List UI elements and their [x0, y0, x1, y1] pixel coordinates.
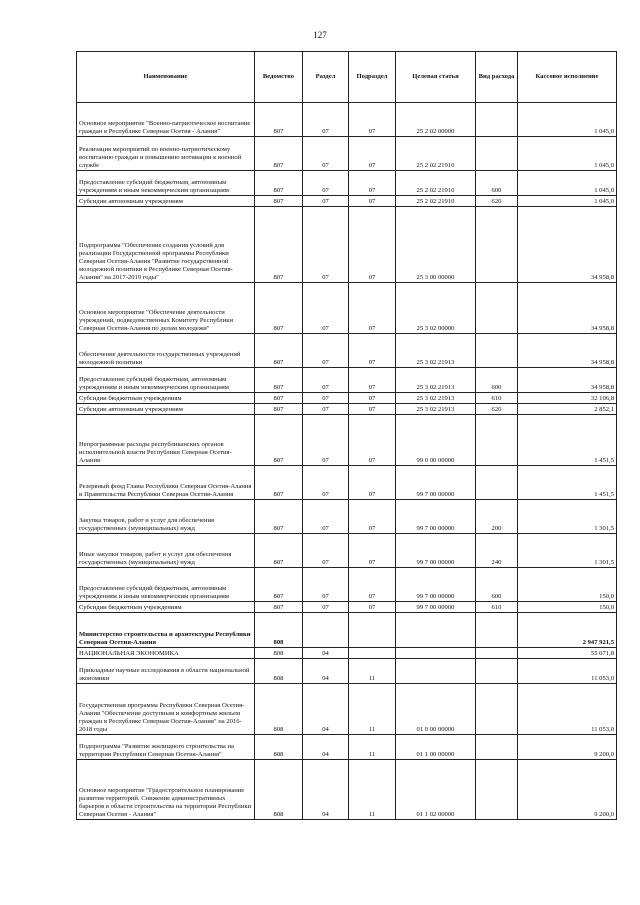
- row-section: 07: [303, 283, 349, 334]
- row-section: 07: [303, 404, 349, 415]
- row-section: 04: [303, 735, 349, 760]
- row-section: 07: [303, 196, 349, 207]
- row-amount: 9 200,0: [518, 760, 617, 820]
- row-name: Предоставление субсидий бюджетным, автономным учреждениям и иным некоммерческим организациям: [77, 368, 255, 393]
- table-row: [77, 283, 617, 334]
- table-row: [77, 568, 617, 602]
- row-name: Субсидии автономным учреждениям: [77, 404, 255, 415]
- row-name: Основное мероприятие "Военно-патриотическое воспитание граждан в Республике Северная Осетия - Алания": [77, 103, 255, 137]
- row-target: 25 2 02 21910: [396, 137, 476, 171]
- table-row: [77, 648, 617, 659]
- row-kind: 600: [476, 568, 518, 602]
- row-section: 04: [303, 760, 349, 820]
- row-name: Резервный фонд Главы Республики Северная Осетия-Алания и Правительства Республики Северная Осетия-Алания: [77, 466, 255, 500]
- row-subsection: 11: [349, 760, 396, 820]
- row-target: 01 1 02 00000: [396, 760, 476, 820]
- row-subsection: 07: [349, 171, 396, 196]
- row-amount: 9 200,0: [518, 735, 617, 760]
- row-amount: 32 106,8: [518, 393, 617, 404]
- row-target: 25 3 02 21913: [396, 368, 476, 393]
- header-name: Наименование: [77, 52, 255, 103]
- header-subsection: Подраздел: [349, 52, 396, 103]
- row-subsection: 11: [349, 735, 396, 760]
- row-name: Реализация мероприятий по военно-патриотическому воспитанию граждан и повышению мотивации к военной службе: [77, 137, 255, 171]
- row-amount: 1 045,0: [518, 103, 617, 137]
- row-target: 25 3 02 21913: [396, 334, 476, 368]
- row-name: Субсидии бюджетным учреждениям: [77, 602, 255, 613]
- row-kind: [476, 613, 518, 648]
- row-target: 25 2 02 21910: [396, 171, 476, 196]
- row-section: 07: [303, 171, 349, 196]
- row-subsection: 07: [349, 283, 396, 334]
- row-dept: 808: [255, 735, 303, 760]
- row-amount: 1 045,0: [518, 171, 617, 196]
- row-subsection: 07: [349, 534, 396, 568]
- row-subsection: 07: [349, 500, 396, 534]
- row-name: Обеспечение деятельности государственных учреждений молодежной политики: [77, 334, 255, 368]
- row-target: 99 7 00 00000: [396, 602, 476, 613]
- table-row: [77, 368, 617, 393]
- row-dept: 807: [255, 500, 303, 534]
- header-dept: Ведомство: [255, 52, 303, 103]
- row-dept: 807: [255, 103, 303, 137]
- row-amount: 2 947 921,5: [518, 613, 617, 648]
- row-amount: 1 045,0: [518, 137, 617, 171]
- row-target: 25 3 02 21913: [396, 404, 476, 415]
- table-row: [77, 207, 617, 283]
- row-kind: [476, 334, 518, 368]
- row-amount: 1 451,5: [518, 466, 617, 500]
- row-kind: [476, 659, 518, 684]
- table-row: [77, 613, 617, 648]
- table-row: [77, 393, 617, 404]
- row-amount: 1 045,0: [518, 196, 617, 207]
- row-name: Предоставление субсидий бюджетным, автономным учреждениям и иным некоммерческим организациям: [77, 171, 255, 196]
- row-subsection: 11: [349, 659, 396, 684]
- row-name: Прикладные научные исследования в области национальной экономики: [77, 659, 255, 684]
- row-section: 07: [303, 334, 349, 368]
- row-amount: 11 053,0: [518, 684, 617, 735]
- row-target: 25 2 02 21910: [396, 196, 476, 207]
- row-target: 25 2 02 00000: [396, 103, 476, 137]
- row-subsection: 07: [349, 368, 396, 393]
- table-row: [77, 735, 617, 760]
- row-section: 07: [303, 137, 349, 171]
- table-row: [77, 602, 617, 613]
- row-target: 99 7 00 00000: [396, 568, 476, 602]
- row-target: 01 0 00 00000: [396, 684, 476, 735]
- row-subsection: 07: [349, 334, 396, 368]
- row-amount: 1 451,5: [518, 415, 617, 466]
- row-kind: 240: [476, 534, 518, 568]
- row-section: 04: [303, 659, 349, 684]
- table-row: [77, 659, 617, 684]
- row-kind: [476, 207, 518, 283]
- row-subsection: 07: [349, 602, 396, 613]
- table-row: [77, 137, 617, 171]
- row-dept: 807: [255, 534, 303, 568]
- row-amount: 55 071,8: [518, 648, 617, 659]
- row-dept: 807: [255, 283, 303, 334]
- row-name: Предоставление субсидий бюджетным, автономным учреждениям и иным некоммерческим организациям: [77, 568, 255, 602]
- table-row: [77, 404, 617, 415]
- row-section: 07: [303, 103, 349, 137]
- table-row: [77, 684, 617, 735]
- row-dept: 808: [255, 659, 303, 684]
- row-kind: 620: [476, 196, 518, 207]
- row-subsection: 07: [349, 137, 396, 171]
- table-row: [77, 415, 617, 466]
- row-target: [396, 648, 476, 659]
- row-kind: 610: [476, 393, 518, 404]
- row-name: Подпрограмма "Обеспечение создания условий для реализации Государственной программы Республики Северная Осетия-Алания "Развитие государственной молодежной политики в Республике Северная Осетия-Алания" на 2017-2019 годы": [77, 207, 255, 283]
- row-amount: 150,0: [518, 602, 617, 613]
- row-amount: 34 958,8: [518, 207, 617, 283]
- row-section: 07: [303, 602, 349, 613]
- row-amount: 1 301,5: [518, 500, 617, 534]
- row-dept: 808: [255, 613, 303, 648]
- row-amount: 34 958,8: [518, 334, 617, 368]
- row-subsection: 07: [349, 415, 396, 466]
- row-kind: 620: [476, 404, 518, 415]
- table-row: [77, 466, 617, 500]
- row-kind: [476, 684, 518, 735]
- row-section: 07: [303, 368, 349, 393]
- row-target: 01 1 00 00000: [396, 735, 476, 760]
- row-section: 07: [303, 415, 349, 466]
- row-kind: [476, 735, 518, 760]
- row-subsection: 07: [349, 103, 396, 137]
- row-subsection: [349, 613, 396, 648]
- row-amount: 1 301,5: [518, 534, 617, 568]
- row-dept: 807: [255, 196, 303, 207]
- row-section: 07: [303, 393, 349, 404]
- row-dept: 808: [255, 760, 303, 820]
- row-kind: [476, 648, 518, 659]
- row-section: 07: [303, 466, 349, 500]
- row-name: Государственная программа Республики Северная Осетия-Алания "Обеспечение доступным и комфортным жильем граждан в Республике Северная Осетия-Алания" на 2016-2018 годы: [77, 684, 255, 735]
- row-section: 04: [303, 684, 349, 735]
- row-subsection: 07: [349, 393, 396, 404]
- row-subsection: [349, 648, 396, 659]
- budget-table: [76, 51, 617, 820]
- row-amount: 34 958,8: [518, 283, 617, 334]
- row-section: 07: [303, 534, 349, 568]
- row-target: 99 7 00 00000: [396, 500, 476, 534]
- header-kind: Вид расхода: [476, 52, 518, 103]
- table-row: [77, 500, 617, 534]
- row-kind: [476, 137, 518, 171]
- row-target: 99 7 00 00000: [396, 466, 476, 500]
- header-section: Раздел: [303, 52, 349, 103]
- row-subsection: 07: [349, 404, 396, 415]
- row-kind: 600: [476, 368, 518, 393]
- row-name: НАЦИОНАЛЬНАЯ ЭКОНОМИКА: [77, 648, 255, 659]
- row-target: [396, 613, 476, 648]
- row-section: 07: [303, 500, 349, 534]
- row-name: Основное мероприятие "Обеспечение деятельности учреждений, подведомственных Комитету Республики Северная Осетия-Алания по делам молодежи": [77, 283, 255, 334]
- row-subsection: 07: [349, 207, 396, 283]
- table-row: [77, 171, 617, 196]
- row-amount: 34 958,8: [518, 368, 617, 393]
- row-kind: [476, 760, 518, 820]
- row-section: 07: [303, 207, 349, 283]
- row-name: Закупка товаров, работ и услуг для обеспечения государственных (муниципальных) нужд: [77, 500, 255, 534]
- row-name: Министерство строительства и архитектуры Республики Северная Осетия-Алания: [77, 613, 255, 648]
- row-subsection: 07: [349, 568, 396, 602]
- row-kind: 600: [476, 171, 518, 196]
- row-subsection: 11: [349, 684, 396, 735]
- row-section: [303, 613, 349, 648]
- table-row: [77, 196, 617, 207]
- row-target: 99 7 00 00000: [396, 534, 476, 568]
- table-row: [77, 534, 617, 568]
- row-dept: 807: [255, 466, 303, 500]
- row-kind: [476, 103, 518, 137]
- row-kind: [476, 466, 518, 500]
- row-name: Непрограммные расходы республиканских органов исполнительной власти Республики Северная Осетия-Алания: [77, 415, 255, 466]
- row-dept: 807: [255, 393, 303, 404]
- row-dept: 807: [255, 568, 303, 602]
- table-row: [77, 103, 617, 137]
- row-name: Субсидии автономным учреждениям: [77, 196, 255, 207]
- row-target: 99 0 00 00000: [396, 415, 476, 466]
- row-dept: 807: [255, 334, 303, 368]
- row-target: 25 3 02 21913: [396, 393, 476, 404]
- row-dept: 807: [255, 404, 303, 415]
- table-row: [77, 760, 617, 820]
- row-dept: 807: [255, 207, 303, 283]
- row-section: 07: [303, 568, 349, 602]
- header-target: Целевая статья: [396, 52, 476, 103]
- row-name: Основное мероприятие "Градостроительное планирование развития территорий. Снижение административных барьеров в области строительства на территории Республики Северная Осетия - Алания": [77, 760, 255, 820]
- row-dept: 807: [255, 137, 303, 171]
- row-dept: 808: [255, 684, 303, 735]
- row-target: 25 3 00 00000: [396, 207, 476, 283]
- row-section: 04: [303, 648, 349, 659]
- row-name: Субсидии бюджетным учреждениям: [77, 393, 255, 404]
- header-amount: Кассовое исполнение: [518, 52, 617, 103]
- row-dept: 807: [255, 368, 303, 393]
- row-kind: [476, 283, 518, 334]
- page-number: 127: [313, 30, 327, 40]
- row-subsection: 07: [349, 196, 396, 207]
- row-kind: 200: [476, 500, 518, 534]
- row-amount: 11 053,0: [518, 659, 617, 684]
- row-target: 25 3 02 00000: [396, 283, 476, 334]
- row-amount: 150,0: [518, 568, 617, 602]
- row-name: Подпрограмма "Развитие жилищного строительства на территории Республики Северная Осетия-Алания": [77, 735, 255, 760]
- row-subsection: 07: [349, 466, 396, 500]
- row-dept: 807: [255, 602, 303, 613]
- row-dept: 807: [255, 415, 303, 466]
- header-row: [77, 52, 617, 103]
- row-target: [396, 659, 476, 684]
- row-amount: 2 852,1: [518, 404, 617, 415]
- table-row: [77, 334, 617, 368]
- row-name: Иные закупки товаров, работ и услуг для обеспечения государственных (муниципальных) нужд: [77, 534, 255, 568]
- row-dept: 807: [255, 171, 303, 196]
- row-kind: 610: [476, 602, 518, 613]
- row-kind: [476, 415, 518, 466]
- row-dept: 808: [255, 648, 303, 659]
